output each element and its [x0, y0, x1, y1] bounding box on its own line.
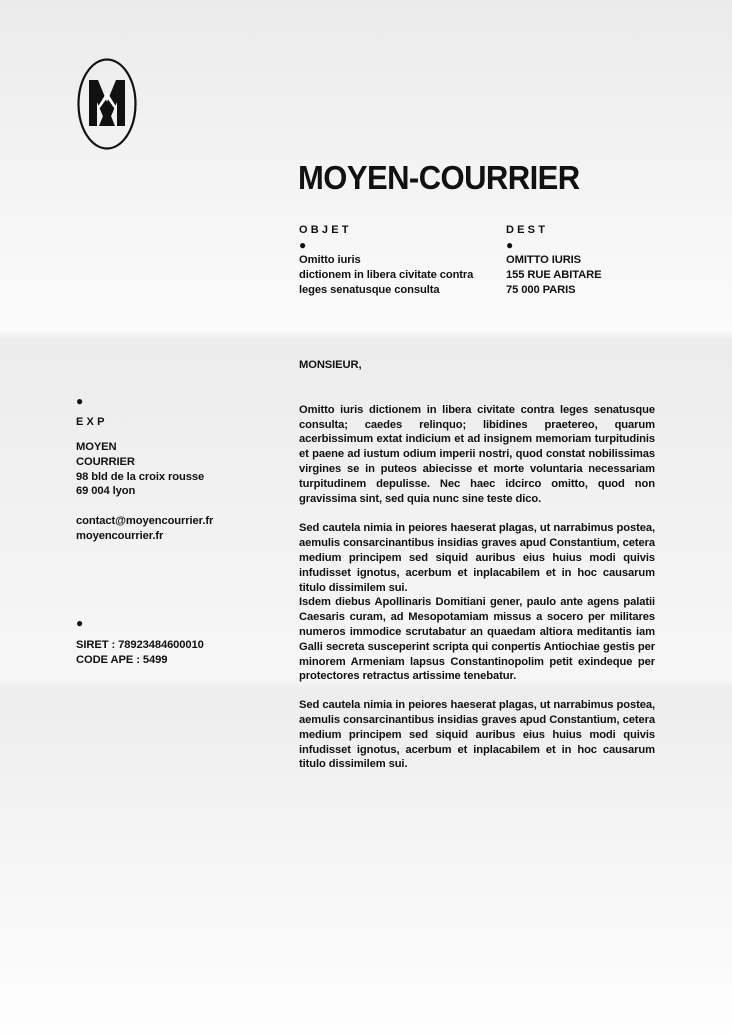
brand-name: MOYEN-COURRIER: [298, 159, 580, 196]
contact-website[interactable]: moyencourrier.fr: [76, 529, 164, 542]
sender-name-line: COURRIER: [76, 455, 135, 468]
sender-address-line: 69 004 lyon: [76, 485, 136, 498]
legal-block: [76, 617, 276, 668]
objet-block: [299, 224, 499, 297]
bullet-dot: ●: [76, 394, 84, 408]
objet-label: OBJET: [299, 224, 352, 236]
bullet-dot: ●: [506, 238, 514, 252]
paragraph: Sed cautela nimia in peiores haeserat plagas, ut narrabimus postea, aemulis consarcinantibus insidias graves apud Constantium, cetera medium principem sed siquid auribus eius huius modi quivis infudisset ignotus, acerbum et inplacabilem et in hoc causarum titulo dissimilem sui.: [299, 699, 655, 771]
paragraph: Omitto iuris dictionem in libera civitate contra leges senatusque consulta; caedes relinquo; libidines praetereo, quarum acerbissimum extat indicium et ad insignem memoriam turpitudinis et paene ad iustum odium imperii nostri, quod constat nobilissimas virgines se in puteos abiecisse et morte voluntaria necessariam turpitudinem depulisse. Nec haec idcirco omitto, quod non gravissima sint, sed quia nunc sine teste dico.: [299, 403, 655, 505]
objet-line: Omitto iuris: [299, 254, 361, 266]
objet-line: dictionem in libera civitate contra: [299, 268, 474, 281]
salutation: MONSIEUR,: [299, 359, 362, 371]
paragraph: Sed cautela nimia in peiores haeserat plagas, ut narrabimus postea, aemulis consarcinantibus insidias graves apud Constantium, cetera medium principem sed siquid auribus eius huius modi quivis infudisset ignotus, acerbum et inplacabilem et in hoc causarum titulo dissimilem sui.: [299, 522, 655, 594]
bullet-dot: ●: [76, 616, 84, 630]
dest-line: 75 000 PARIS: [506, 283, 576, 296]
logo-mark: [77, 58, 137, 150]
exp-label: EXP: [76, 416, 108, 428]
letter-body: [299, 358, 655, 772]
sender-contact: [76, 514, 276, 544]
brand-wordmark: [298, 160, 588, 196]
contact-email[interactable]: contact@moyencourrier.fr: [76, 515, 214, 528]
paragraph: Isdem diebus Apollinaris Domitiani gener, paulo ante agens palatii Caesaris curam, ad Mesopotamiam missus a socero per militares numeros immodice scrutabatur an quaedam altiora meditantis iam Galli secreta susceperint scripta qui conpertis Antiochiae gestis per minorem Armeniam lapsus Constantinopolim petit exindeque per protectores retractus artissime tenebatur.: [299, 596, 655, 683]
dest-block: [506, 224, 706, 297]
objet-text: [299, 253, 499, 297]
bullet-dot: ●: [299, 238, 307, 252]
sender-address: [76, 440, 276, 499]
objet-line: leges senatusque consulta: [299, 283, 440, 296]
sender-address-line: 98 bld de la croix rousse: [76, 470, 205, 483]
code-ape: CODE APE : 5499: [76, 653, 168, 666]
sender-name-line: MOYEN: [76, 441, 117, 453]
dest-text: [506, 253, 706, 297]
dest-label: DEST: [506, 224, 549, 236]
legal-info: [76, 638, 276, 668]
siret: SIRET : 78923484600010: [76, 639, 204, 651]
sender-block: [76, 395, 276, 544]
dest-line: 155 RUE ABITARE: [506, 268, 602, 281]
dest-line: OMITTO IURIS: [506, 254, 582, 266]
